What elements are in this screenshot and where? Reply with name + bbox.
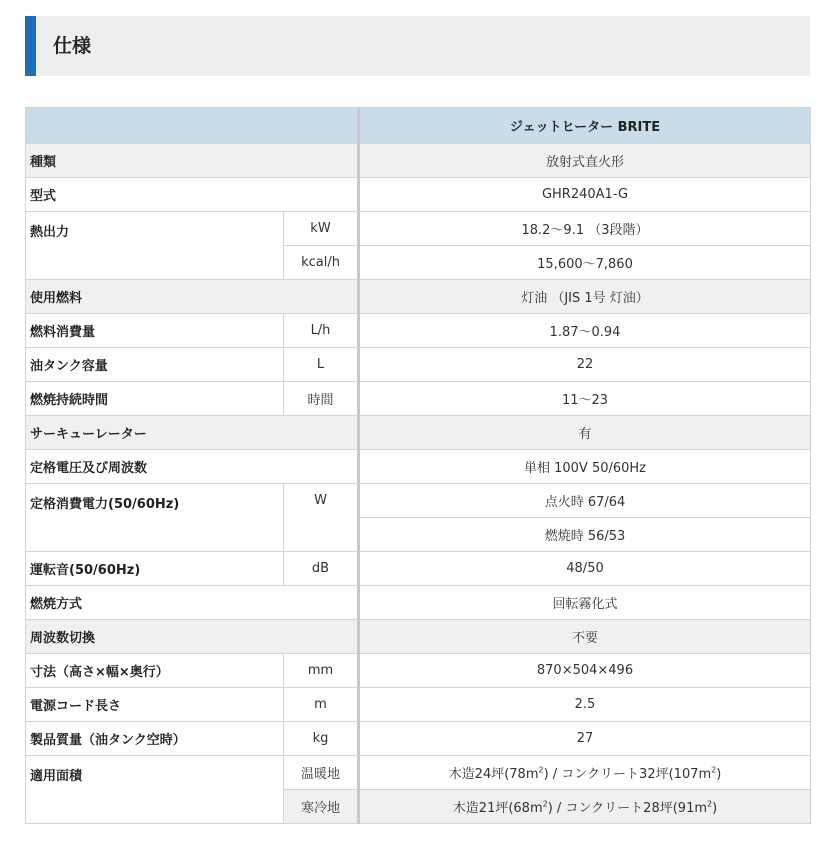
row-label: 燃料消費量 (26, 314, 284, 348)
row-value: 回転霧化式 (359, 586, 811, 620)
table-row (26, 552, 811, 586)
section-accent-bar (25, 16, 36, 76)
row-value: 単相 100V 50/60Hz (359, 450, 811, 484)
row-label: 燃焼方式 (26, 586, 359, 620)
row-value: 不要 (359, 620, 811, 654)
row-unit: m (284, 688, 359, 722)
row-unit: W (284, 484, 359, 552)
row-value: 48/50 (359, 552, 811, 586)
area-exponent: 2 (707, 799, 713, 809)
row-value: 放射式直火形 (359, 144, 811, 178)
area-close: ) (543, 767, 549, 782)
row-label: 種類 (26, 144, 359, 178)
table-row (26, 382, 811, 416)
row-unit: dB (284, 552, 359, 586)
row-unit: L (284, 348, 359, 382)
table-row (26, 450, 811, 484)
section-header (25, 16, 810, 76)
row-unit: kW (284, 212, 359, 246)
row-label: 型式 (26, 178, 359, 212)
row-label: 定格電圧及び周波数 (26, 450, 359, 484)
area-exponent: 2 (542, 799, 548, 809)
row-value: 15,600～7,860 (359, 246, 811, 280)
row-label: 燃焼持続時間 (26, 382, 284, 416)
table-header-row (26, 108, 811, 144)
row-label: 運転音(50/60Hz) (26, 552, 284, 586)
table-row (26, 348, 811, 382)
area-exponent: 2 (538, 765, 544, 775)
table-row (26, 620, 811, 654)
row-value: 870×504×496 (359, 654, 811, 688)
row-value: 1.87～0.94 (359, 314, 811, 348)
area-wood: 木造21坪(68m (452, 801, 543, 816)
row-label: 油タンク容量 (26, 348, 284, 382)
area-concrete: / コンクリート28坪(91m (552, 801, 708, 816)
row-label: 適用面積 (26, 756, 284, 824)
row-label: サーキューレーター (26, 416, 359, 450)
table-row (26, 484, 811, 518)
row-value: GHR240A1-G (359, 178, 811, 212)
product-name-header: ジェットヒーター BRITE (359, 108, 811, 144)
table-row (26, 314, 811, 348)
row-value: 27 (359, 722, 811, 756)
table-row (26, 654, 811, 688)
table-row (26, 586, 811, 620)
spec-table (25, 107, 811, 824)
area-close: ) (716, 767, 722, 782)
row-value: 18.2～9.1 （3段階） (359, 212, 811, 246)
row-label: 周波数切換 (26, 620, 359, 654)
table-row (26, 756, 811, 790)
table-row (26, 722, 811, 756)
row-value (359, 790, 811, 824)
area-close: ) (547, 801, 553, 816)
area-wood: 木造24坪(78m (448, 767, 539, 782)
row-unit: 寒冷地 (284, 790, 359, 824)
row-unit: kcal/h (284, 246, 359, 280)
row-label: 寸法（高さ×幅×奥行） (26, 654, 284, 688)
row-value: 有 (359, 416, 811, 450)
table-row (26, 212, 811, 246)
row-value: 点火時 67/64 (359, 484, 811, 518)
row-label: 電源コード長さ (26, 688, 284, 722)
area-concrete: / コンクリート32坪(107m (548, 767, 712, 782)
table-row (26, 178, 811, 212)
row-unit: kg (284, 722, 359, 756)
row-value: 2.5 (359, 688, 811, 722)
row-unit: mm (284, 654, 359, 688)
row-unit: 温暖地 (284, 756, 359, 790)
section-title: 仕様 (53, 35, 92, 57)
header-empty-cell (26, 108, 359, 144)
row-unit: 時間 (284, 382, 359, 416)
row-label: 使用燃料 (26, 280, 359, 314)
row-value: 燃焼時 56/53 (359, 518, 811, 552)
row-label: 定格消費電力(50/60Hz) (26, 484, 284, 552)
table-row (26, 688, 811, 722)
area-close: ) (712, 801, 718, 816)
row-value: 22 (359, 348, 811, 382)
row-value (359, 756, 811, 790)
area-exponent: 2 (711, 765, 717, 775)
row-value: 11～23 (359, 382, 811, 416)
row-value: 灯油 （JIS 1号 灯油） (359, 280, 811, 314)
row-label: 熱出力 (26, 212, 284, 280)
table-row (26, 280, 811, 314)
table-row (26, 416, 811, 450)
row-unit: L/h (284, 314, 359, 348)
table-row (26, 144, 811, 178)
row-label: 製品質量（油タンク空時） (26, 722, 284, 756)
